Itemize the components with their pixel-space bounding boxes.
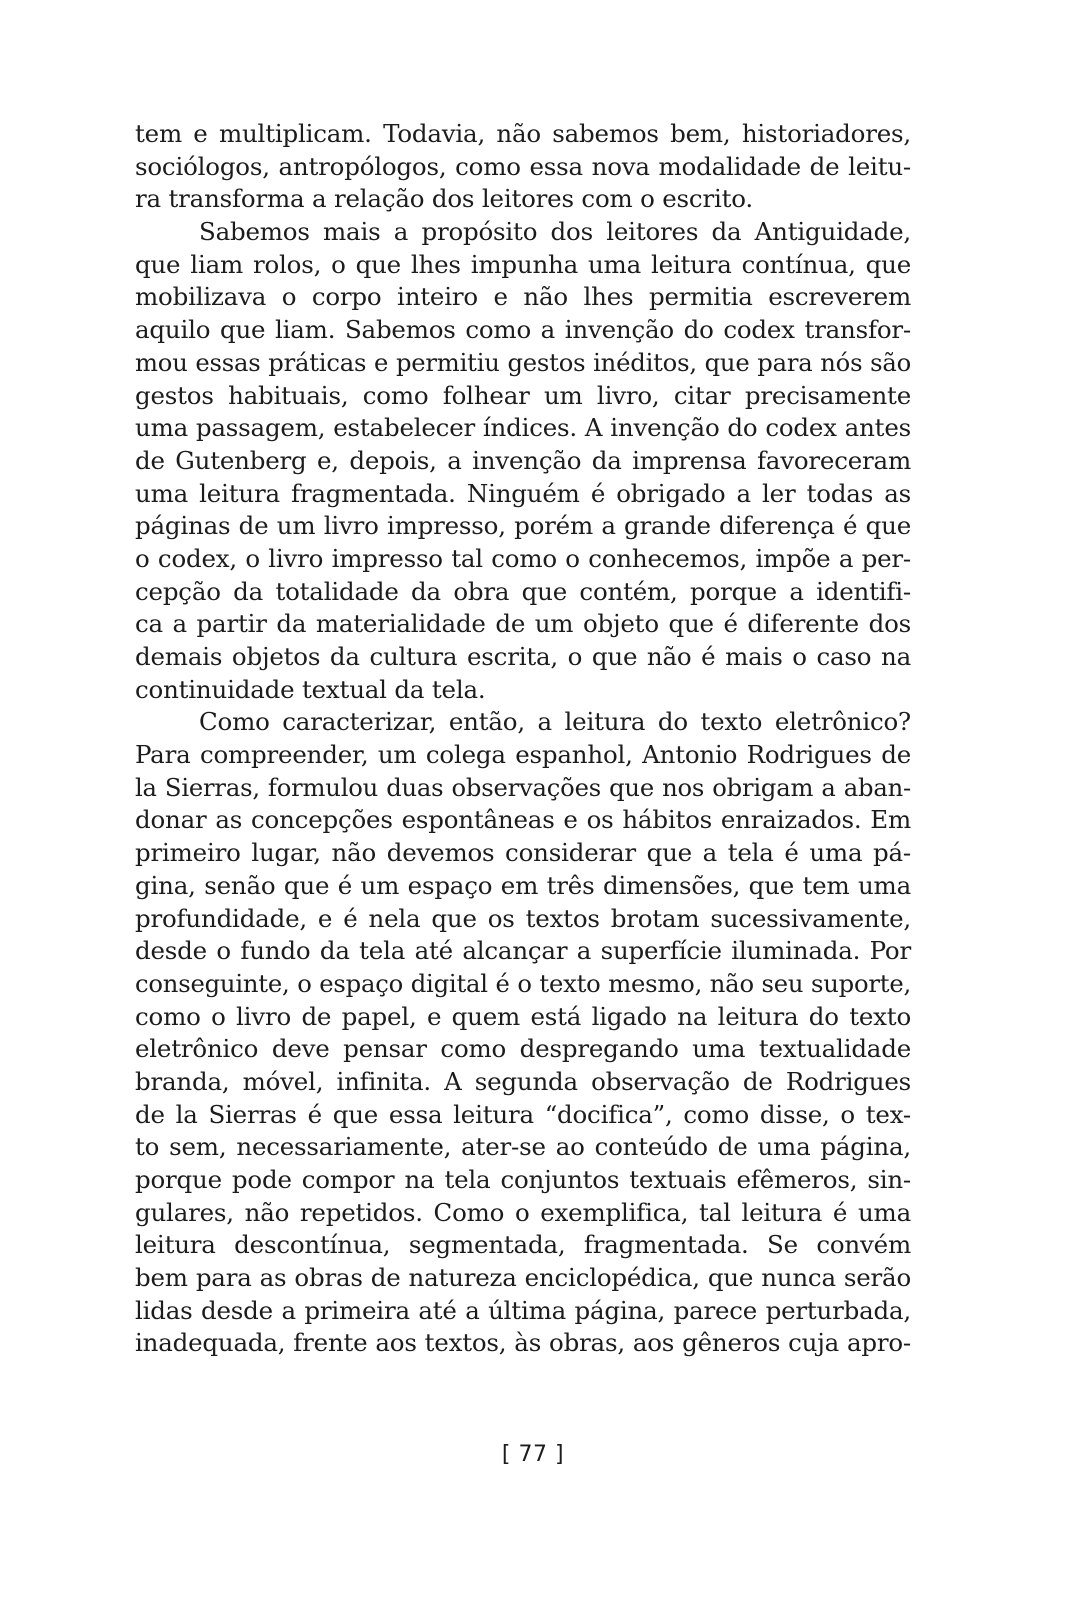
paragraph (135, 706, 911, 1360)
text-line: leitura descontínua, segmentada, fragmentada. Se convém (135, 1230, 911, 1260)
text-line: lidas desde a primeira até a última página, parece perturbada, (135, 1295, 911, 1325)
text-line: que liam rolos, o que lhes impunha uma leitura contínua, que (135, 249, 911, 279)
text-line: aquilo que liam. Sabemos como a invenção do codex transfor- (135, 315, 911, 345)
paragraph (135, 216, 911, 706)
text-line: la Sierras, formulou duas observações que nos obrigam a aban- (135, 772, 911, 802)
text-line: Para compreender, um colega espanhol, Antonio Rodrigues de (135, 740, 911, 770)
text-line: profundidade, e é nela que os textos brotam sucessivamente, (135, 903, 911, 933)
page-body (135, 118, 911, 1360)
text-line: conseguinte, o espaço digital é o texto mesmo, não seu suporte, (135, 968, 911, 998)
text-line: demais objetos da cultura escrita, o que não é mais o caso na (135, 642, 911, 671)
text-line: tem e multiplicam. Todavia, não sabemos bem, historiadores, (135, 119, 911, 148)
text-line: de Gutenberg e, depois, a invenção da imprensa favoreceram (135, 445, 911, 475)
text-line: gina, senão que é um espaço em três dimensões, que tem uma (135, 870, 911, 900)
text-line: ra transforma a relação dos leitores com o escrito. (135, 184, 753, 214)
text-line: bem para as obras de natureza enciclopédica, que nunca serão (135, 1263, 911, 1293)
text-line: cepção da totalidade da obra que contém, porque a identifi- (135, 576, 911, 606)
text-line: desde o fundo da tela até alcançar a superfície iluminada. Por (135, 936, 911, 966)
text-line: mobilizava o corpo inteiro e não lhes permitia escreverem (135, 282, 911, 312)
text-line: como o livro de papel, e quem está ligado na leitura do texto (135, 1001, 911, 1031)
text-line: de la Sierras é que essa leitura “docifica”, como disse, o tex- (135, 1099, 911, 1129)
text-line: gestos habituais, como folhear um livro, citar precisamente (135, 380, 911, 410)
text-line: continuidade textual da tela. (135, 674, 486, 704)
page-number: [ 77 ] (501, 1442, 565, 1467)
text-line: uma leitura fragmentada. Ninguém é obrigado a ler todas as (135, 478, 911, 508)
text-line: o codex, o livro impresso tal como o conhecemos, impõe a per- (135, 543, 911, 573)
text-line: Sabemos mais a propósito dos leitores da Antiguidade, (199, 217, 911, 247)
text-line: donar as concepções espontâneas e os hábitos enraizados. Em (135, 805, 911, 835)
text-line: sociólogos, antropólogos, como essa nova modalidade de leitu- (135, 151, 911, 181)
text-line: Como caracterizar, então, a leitura do texto eletrônico? (199, 707, 911, 737)
text-line: mou essas práticas e permitiu gestos inéditos, que para nós são (135, 347, 911, 377)
paragraph (135, 118, 911, 216)
text-line: eletrônico deve pensar como despregando uma textualidade (135, 1034, 911, 1064)
text-line: primeiro lugar, não devemos considerar que a tela é uma pá- (135, 838, 911, 868)
text-line: páginas de um livro impresso, porém a grande diferença é que (135, 511, 911, 541)
text-line: inadequada, frente aos textos, às obras, aos gêneros cuja apro- (135, 1328, 911, 1358)
text-line: branda, móvel, infinita. A segunda observação de Rodrigues (135, 1066, 911, 1096)
text-line: ca a partir da materialidade de um objeto que é diferente dos (135, 609, 911, 639)
text-line: gulares, não repetidos. Como o exemplifica, tal leitura é uma (135, 1197, 911, 1227)
text-line: porque pode compor na tela conjuntos textuais efêmeros, sin- (135, 1165, 911, 1194)
text-line: uma passagem, estabelecer índices. A invenção do codex antes (135, 413, 911, 443)
text-line: to sem, necessariamente, ater-se ao conteúdo de uma página, (135, 1132, 911, 1162)
